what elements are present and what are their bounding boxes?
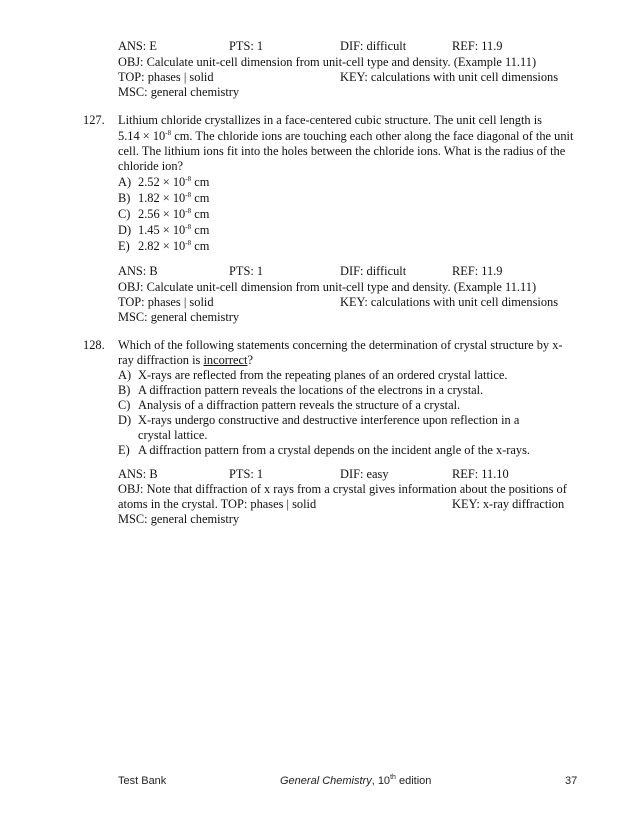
q127-ans: ANS: B	[118, 264, 158, 278]
choice-label: E)	[118, 443, 130, 457]
q128-obj: OBJ: Note that diffraction of x rays from a crystal gives information about the positions of	[118, 482, 567, 496]
q127-top: TOP: phases | solid	[118, 295, 214, 309]
q127-msc: MSC: general chemistry	[118, 310, 240, 324]
q126-obj: OBJ: Calculate unit-cell dimension from unit-cell type and density. (Example 11.11)	[118, 55, 537, 69]
q128-stem-line2	[118, 353, 253, 368]
q127-stem-line2-pre: 5.14 × 10	[118, 129, 166, 143]
choice-value: 2.56 × 10	[138, 207, 186, 221]
q127-choice-e	[118, 239, 209, 254]
q128-number: 128.	[83, 338, 105, 352]
q128-stem-line1: Which of the following statements concerning the determination of crystal structure by x-	[118, 338, 563, 352]
q128-choice-c	[118, 398, 460, 413]
footer-sup: th	[390, 774, 396, 781]
footer-left: Test Bank	[118, 775, 167, 787]
choice-text: A diffraction pattern reveals the locations of the electrons in a crystal.	[138, 383, 484, 397]
choice-value: 1.82 × 10	[138, 191, 186, 205]
choice-exp: -8	[185, 223, 192, 231]
q128-choice-d-cont	[118, 428, 208, 443]
q126-top: TOP: phases | solid	[118, 70, 214, 84]
q127-ref: REF: 11.9	[452, 264, 503, 278]
q127-key: KEY: calculations with unit cell dimensions	[340, 295, 559, 309]
q126-msc: MSC: general chemistry	[118, 85, 240, 99]
q127-pts: PTS: 1	[229, 264, 264, 278]
choice-label: B)	[118, 383, 131, 397]
page-number: 37	[565, 775, 578, 787]
choice-exp: -8	[185, 191, 192, 199]
choice-text: Analysis of a diffraction pattern reveals the structure of a crystal.	[138, 398, 461, 412]
choice-label: C)	[118, 207, 131, 221]
q126-ref: REF: 11.9	[452, 39, 503, 53]
q127-number: 127.	[83, 113, 105, 127]
q128-ref: REF: 11.10	[452, 467, 509, 481]
q127-stem-line2-post: cm. The chloride ions are touching each other along the face diagonal of the unit	[171, 129, 574, 143]
choice-value: 1.45 × 10	[138, 223, 186, 237]
choice-label: E)	[118, 239, 130, 253]
q128-choice-b	[118, 383, 483, 398]
choice-label: A)	[118, 175, 132, 189]
q128-pts: PTS: 1	[229, 467, 264, 481]
choice-text: X-rays are reflected from the repeating planes of an ordered crystal lattice.	[138, 368, 508, 382]
q127-stem-line2	[118, 129, 573, 144]
choice-label: A)	[118, 368, 132, 382]
q128-stem-underlined: incorrect	[203, 353, 248, 367]
q126-dif: DIF: difficult	[340, 39, 407, 53]
choice-exp: -8	[185, 239, 192, 247]
q127-choice-c	[118, 207, 209, 222]
q128-stem-post: ?	[247, 353, 253, 367]
choice-value: 2.82 × 10	[138, 239, 186, 253]
q128-choice-e	[118, 443, 530, 458]
footer-center	[280, 775, 431, 787]
choice-text: X-rays undergo constructive and destructive interference upon reflection in a	[138, 413, 520, 427]
choice-exp: -8	[185, 175, 192, 183]
q127-obj: OBJ: Calculate unit-cell dimension from unit-cell type and density. (Example 11.11)	[118, 280, 537, 294]
choice-unit: cm	[191, 239, 210, 253]
choice-text: A diffraction pattern from a crystal depends on the incident angle of the x-rays.	[138, 443, 531, 457]
footer-edition: edition	[395, 775, 432, 787]
choice-unit: cm	[191, 191, 210, 205]
q127-stem-line1: Lithium chloride crystallizes in a face-centered cubic structure. The unit cell length is	[118, 113, 542, 127]
choice-unit: cm	[191, 207, 210, 221]
choice-unit: cm	[191, 175, 210, 189]
footer-book-title: General Chemistry	[280, 775, 372, 787]
q127-stem-line4: chloride ion?	[118, 159, 184, 173]
choice-label: C)	[118, 398, 131, 412]
choice-label: B)	[118, 191, 131, 205]
choice-label: D)	[118, 413, 132, 427]
q127-choice-d	[118, 223, 209, 238]
q128-dif: DIF: easy	[340, 467, 389, 481]
q128-key: KEY: x-ray diffraction	[452, 497, 565, 511]
q128-msc: MSC: general chemistry	[118, 512, 240, 526]
q128-obj-cont-top: atoms in the crystal. TOP: phases | solid	[118, 497, 317, 511]
choice-label: D)	[118, 223, 132, 237]
q127-choice-a	[118, 175, 209, 190]
footer-sep: , 10	[371, 775, 391, 787]
choice-exp: -8	[185, 207, 192, 215]
q127-choice-b	[118, 191, 209, 206]
q128-ans: ANS: B	[118, 467, 158, 481]
q126-key: KEY: calculations with unit cell dimensions	[340, 70, 559, 84]
q128-stem-pre: ray diffraction is	[118, 353, 204, 367]
q128-choice-d	[118, 413, 519, 428]
q127-stem-line2-exp: -8	[165, 129, 172, 137]
q128-choice-a	[118, 368, 507, 383]
q127-stem-line3: cell. The lithium ions fit into the holes between the chloride ions. What is the radius of the	[118, 144, 566, 158]
choice-unit: cm	[191, 223, 210, 237]
choice-text: crystal lattice.	[138, 428, 208, 442]
q126-ans: ANS: E	[118, 39, 157, 53]
q126-pts: PTS: 1	[229, 39, 264, 53]
q127-dif: DIF: difficult	[340, 264, 407, 278]
choice-value: 2.52 × 10	[138, 175, 186, 189]
